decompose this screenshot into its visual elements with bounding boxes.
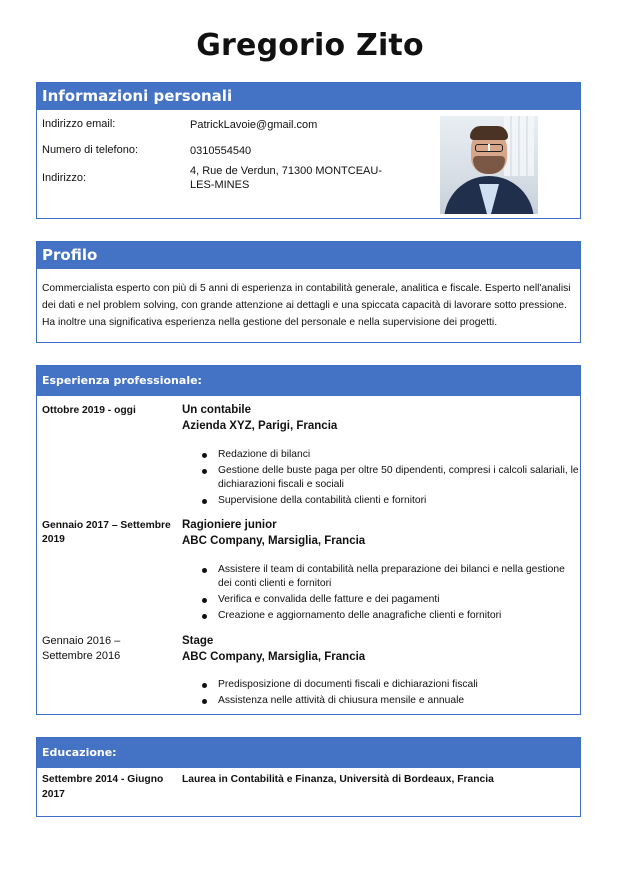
education-description: Laurea in Contabilità e Finanza, Università di Bordeaux, Francia xyxy=(182,774,494,785)
education-period: Settembre 2014 - Giugno 2017 xyxy=(42,774,164,800)
job-bullets xyxy=(199,563,579,625)
job-period: Gennaio 2017 – Settembre 2019 xyxy=(42,520,171,545)
job-bullet: Verifica e convalida delle fatture e dei pagamenti xyxy=(199,593,579,607)
address-label: Indirizzo: xyxy=(42,172,87,184)
job-period: Gennaio 2016 – Settembre 2016 xyxy=(42,635,121,662)
job-title: Stage xyxy=(182,635,214,647)
email-label: Indirizzo email: xyxy=(42,118,116,130)
job-company: ABC Company, Marsiglia, Francia xyxy=(182,535,366,547)
job-bullet: Assistere il team di contabilità nella preparazione dei bilanci e nella gestione dei conti clienti e fornitori xyxy=(199,563,579,591)
experience-header: Esperienza professionale: xyxy=(37,366,580,396)
job-bullet: Gestione delle buste paga per oltre 50 dipendenti, compresi i calcoli salariali, le dichiarazioni fiscali e sociali xyxy=(199,464,579,492)
job-bullets xyxy=(199,678,579,710)
job-bullet: Creazione e aggiornamento delle anagrafiche clienti e fornitori xyxy=(199,609,579,623)
phone-label: Numero di telefono: xyxy=(42,144,138,156)
profile-text: Commercialista esperto con più di 5 anni di esperienza in contabilità generale, analitica e fiscale. Esperto nell'analisi dei dati e nel problem solving, con grande attenzione ai dettagli e una spiccata capacità di lavorare sotto pressione. Ha inoltre una significativa esperienza nella gestione del personale e nella supervisione dei progetti. xyxy=(42,283,571,328)
job-bullet: Predisposizione di documenti fiscali e dichiarazioni fiscali xyxy=(199,678,579,692)
job-bullets xyxy=(199,448,579,510)
phone-value: 0310554540 xyxy=(190,145,252,157)
profile-section xyxy=(36,241,581,343)
personal-info-section xyxy=(36,82,581,219)
job-company: ABC Company, Marsiglia, Francia xyxy=(182,651,366,663)
job-company: Azienda XYZ, Parigi, Francia xyxy=(182,420,338,432)
profile-header: Profilo xyxy=(37,242,580,269)
job-period: Ottobre 2019 - oggi xyxy=(42,405,136,416)
job-bullet: Redazione di bilanci xyxy=(199,448,579,462)
cv-name-title: Gregorio Zito xyxy=(196,28,424,63)
address-value: 4, Rue de Verdun, 71300 MONTCEAU-LES-MINES xyxy=(190,165,382,191)
education-section xyxy=(36,737,581,817)
email-value: PatrickLavoie@gmail.com xyxy=(190,119,318,131)
experience-section xyxy=(36,365,581,715)
education-header: Educazione: xyxy=(37,738,580,768)
personal-info-header: Informazioni personali xyxy=(37,83,580,110)
profile-photo xyxy=(440,116,538,214)
job-bullet: Supervisione della contabilità clienti e fornitori xyxy=(199,494,579,508)
job-title: Ragioniere junior xyxy=(182,519,277,531)
job-title: Un contabile xyxy=(182,404,252,416)
job-bullet: Assistenza nelle attività di chiusura mensile e annuale xyxy=(199,694,579,708)
